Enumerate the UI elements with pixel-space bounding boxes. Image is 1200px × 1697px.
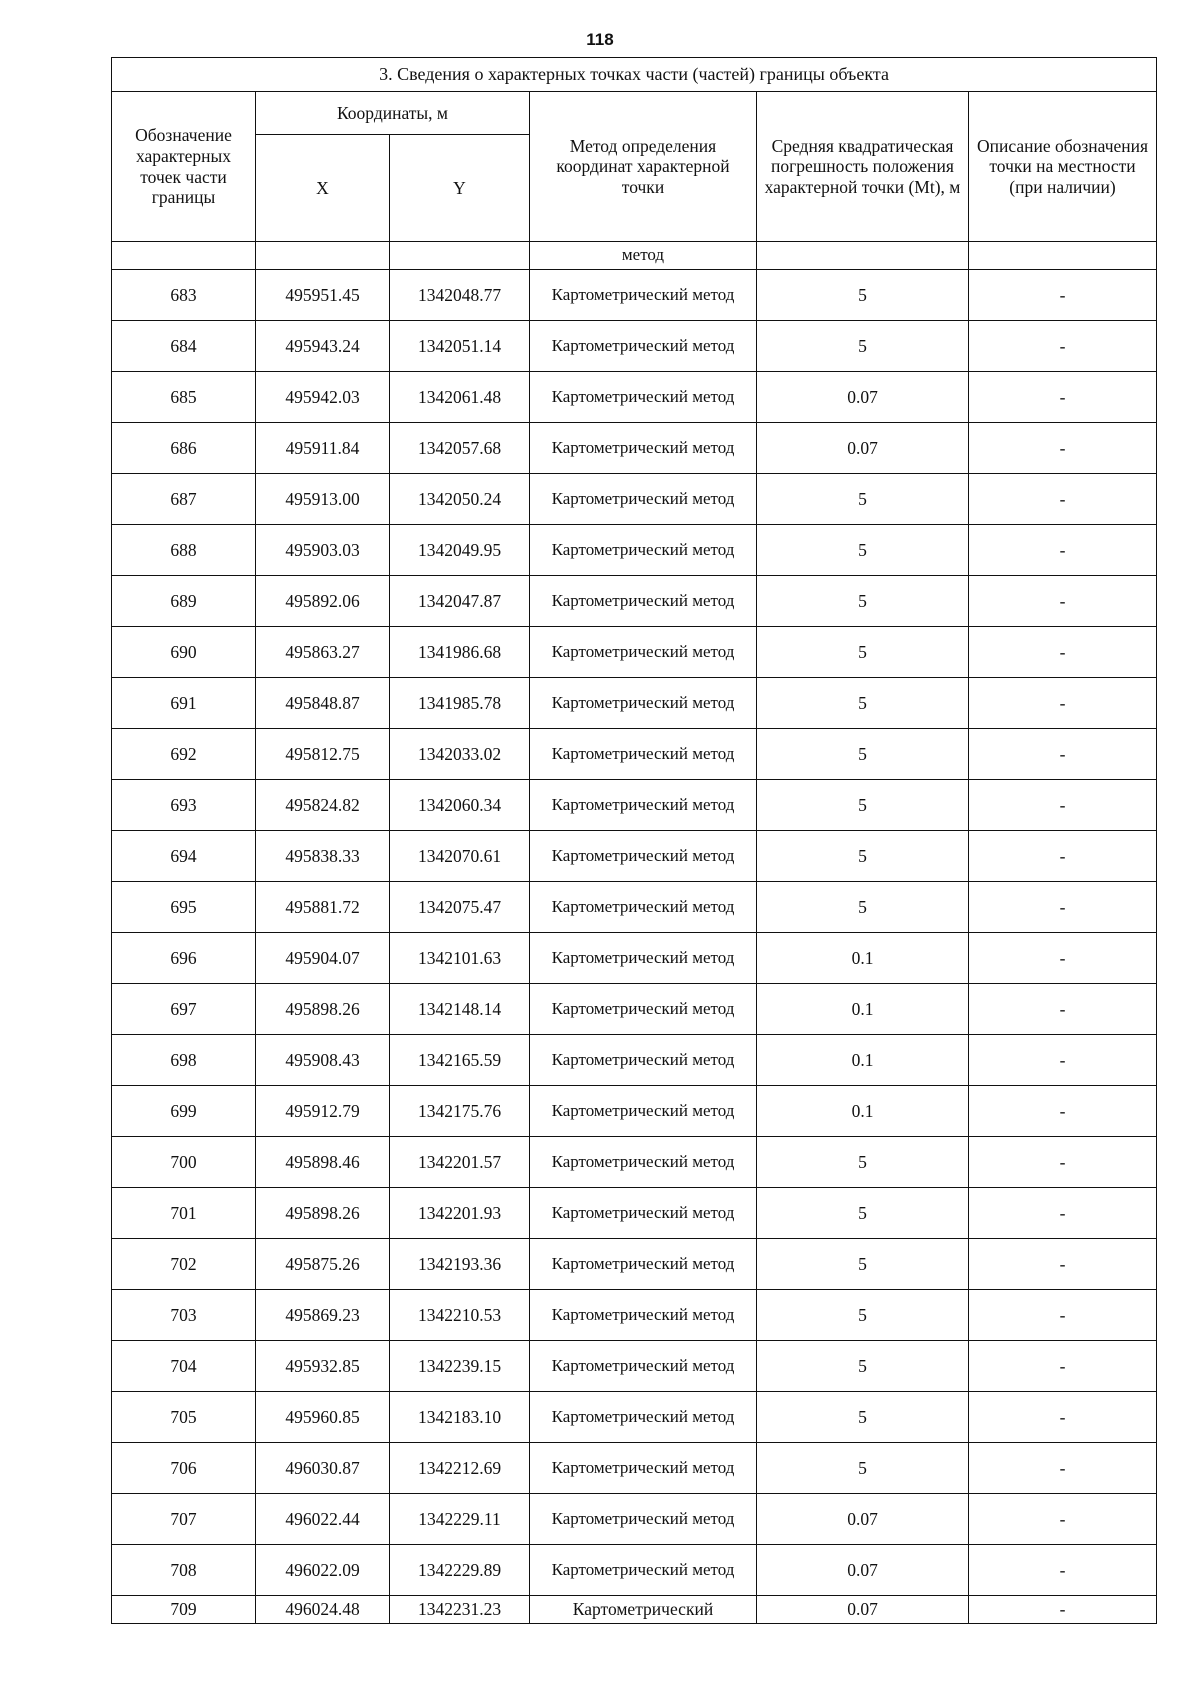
x-coordinate-cell: 495960.85	[256, 1392, 390, 1443]
y-coordinate-cell: 1342175.76	[390, 1086, 530, 1137]
point-id-cell: 695	[112, 882, 256, 933]
error-cell: 0.07	[757, 1596, 969, 1624]
description-cell: -	[969, 270, 1157, 321]
x-coordinate-cell: 495875.26	[256, 1239, 390, 1290]
error-cell: 5	[757, 780, 969, 831]
y-coordinate-cell: 1342210.53	[390, 1290, 530, 1341]
boundary-points-table	[111, 57, 1157, 1624]
x-coordinate-cell: 495903.03	[256, 525, 390, 576]
method-cell: Картометрический метод	[530, 984, 757, 1035]
x-coordinate-cell: 495908.43	[256, 1035, 390, 1086]
header-x: X	[256, 135, 390, 242]
point-id-cell: 685	[112, 372, 256, 423]
y-coordinate-cell: 1342057.68	[390, 423, 530, 474]
description-cell: -	[969, 321, 1157, 372]
method-cell: Картометрический метод	[530, 423, 757, 474]
method-cell: Картометрический метод	[530, 474, 757, 525]
y-coordinate-cell: 1342101.63	[390, 933, 530, 984]
method-cell: Картометрический метод	[530, 780, 757, 831]
y-coordinate-cell: 1342048.77	[390, 270, 530, 321]
table-row	[112, 1545, 1157, 1596]
method-cell: Картометрический метод	[530, 1137, 757, 1188]
point-id-cell: 700	[112, 1137, 256, 1188]
point-id-cell: 701	[112, 1188, 256, 1239]
method-cell: Картометрический метод	[530, 1341, 757, 1392]
description-cell: -	[969, 1545, 1157, 1596]
x-coordinate-cell: 495932.85	[256, 1341, 390, 1392]
method-cell: Картометрический метод	[530, 882, 757, 933]
y-coordinate-cell: 1342049.95	[390, 525, 530, 576]
point-id-cell: 683	[112, 270, 256, 321]
table-row	[112, 1137, 1157, 1188]
carryover-row	[112, 242, 1157, 270]
header-y: Y	[390, 135, 530, 242]
description-cell: -	[969, 576, 1157, 627]
table-row	[112, 270, 1157, 321]
point-id-cell: 690	[112, 627, 256, 678]
carryover-cell	[757, 242, 969, 270]
method-cell: Картометрический метод	[530, 933, 757, 984]
y-coordinate-cell: 1342060.34	[390, 780, 530, 831]
point-id-cell: 694	[112, 831, 256, 882]
x-coordinate-cell: 495898.26	[256, 984, 390, 1035]
x-coordinate-cell: 495943.24	[256, 321, 390, 372]
description-cell: -	[969, 882, 1157, 933]
x-coordinate-cell: 495869.23	[256, 1290, 390, 1341]
y-coordinate-cell: 1342047.87	[390, 576, 530, 627]
y-coordinate-cell: 1342165.59	[390, 1035, 530, 1086]
method-cell: Картометрический	[530, 1596, 757, 1624]
x-coordinate-cell: 495913.00	[256, 474, 390, 525]
y-coordinate-cell: 1341985.78	[390, 678, 530, 729]
x-coordinate-cell: 495848.87	[256, 678, 390, 729]
point-id-cell: 687	[112, 474, 256, 525]
point-id-cell: 709	[112, 1596, 256, 1624]
method-cell: Картометрический метод	[530, 525, 757, 576]
method-cell: Картометрический метод	[530, 576, 757, 627]
error-cell: 5	[757, 678, 969, 729]
error-cell: 5	[757, 1443, 969, 1494]
method-cell: Картометрический метод	[530, 1392, 757, 1443]
x-coordinate-cell: 495812.75	[256, 729, 390, 780]
description-cell: -	[969, 729, 1157, 780]
error-cell: 0.1	[757, 1086, 969, 1137]
x-coordinate-cell: 495911.84	[256, 423, 390, 474]
point-id-cell: 691	[112, 678, 256, 729]
point-id-cell: 696	[112, 933, 256, 984]
error-cell: 5	[757, 882, 969, 933]
x-coordinate-cell: 495881.72	[256, 882, 390, 933]
header-description: Описание обозначения точки на местности (при наличии)	[969, 92, 1157, 242]
table-row	[112, 729, 1157, 780]
point-id-cell: 693	[112, 780, 256, 831]
x-coordinate-cell: 495912.79	[256, 1086, 390, 1137]
table-row-partial	[112, 1596, 1157, 1624]
table-row	[112, 1086, 1157, 1137]
x-coordinate-cell: 496022.09	[256, 1545, 390, 1596]
carryover-method: метод	[530, 242, 757, 270]
x-coordinate-cell: 495863.27	[256, 627, 390, 678]
description-cell: -	[969, 1596, 1157, 1624]
point-id-cell: 707	[112, 1494, 256, 1545]
x-coordinate-cell: 495898.26	[256, 1188, 390, 1239]
error-cell: 5	[757, 831, 969, 882]
error-cell: 5	[757, 729, 969, 780]
description-cell: -	[969, 627, 1157, 678]
y-coordinate-cell: 1342051.14	[390, 321, 530, 372]
point-id-cell: 686	[112, 423, 256, 474]
header-coordinates: Координаты, м	[256, 92, 530, 135]
x-coordinate-cell: 496030.87	[256, 1443, 390, 1494]
point-id-cell: 699	[112, 1086, 256, 1137]
description-cell: -	[969, 1341, 1157, 1392]
x-coordinate-cell: 495898.46	[256, 1137, 390, 1188]
error-cell: 5	[757, 576, 969, 627]
y-coordinate-cell: 1342229.11	[390, 1494, 530, 1545]
error-cell: 5	[757, 270, 969, 321]
table-row	[112, 627, 1157, 678]
table-row	[112, 933, 1157, 984]
x-coordinate-cell: 495892.06	[256, 576, 390, 627]
table-row	[112, 474, 1157, 525]
point-id-cell: 697	[112, 984, 256, 1035]
y-coordinate-cell: 1342231.23	[390, 1596, 530, 1624]
description-cell: -	[969, 1035, 1157, 1086]
error-cell: 0.1	[757, 1035, 969, 1086]
y-coordinate-cell: 1342193.36	[390, 1239, 530, 1290]
table-row	[112, 525, 1157, 576]
error-cell: 0.07	[757, 372, 969, 423]
method-cell: Картометрический метод	[530, 1239, 757, 1290]
x-coordinate-cell: 496024.48	[256, 1596, 390, 1624]
point-id-cell: 702	[112, 1239, 256, 1290]
method-cell: Картометрический метод	[530, 1494, 757, 1545]
table-row	[112, 1392, 1157, 1443]
x-coordinate-cell: 495942.03	[256, 372, 390, 423]
table-title: 3. Сведения о характерных точках части (частей) границы объекта	[112, 58, 1157, 92]
error-cell: 5	[757, 1341, 969, 1392]
error-cell: 5	[757, 1188, 969, 1239]
y-coordinate-cell: 1342201.93	[390, 1188, 530, 1239]
point-id-cell: 708	[112, 1545, 256, 1596]
description-cell: -	[969, 525, 1157, 576]
table-row	[112, 984, 1157, 1035]
error-cell: 0.07	[757, 1494, 969, 1545]
method-cell: Картометрический метод	[530, 1443, 757, 1494]
carryover-cell	[969, 242, 1157, 270]
x-coordinate-cell: 495824.82	[256, 780, 390, 831]
point-id-cell: 688	[112, 525, 256, 576]
error-cell: 0.1	[757, 933, 969, 984]
method-cell: Картометрический метод	[530, 1035, 757, 1086]
method-cell: Картометрический метод	[530, 678, 757, 729]
method-cell: Картометрический метод	[530, 1188, 757, 1239]
description-cell: -	[969, 1239, 1157, 1290]
point-id-cell: 703	[112, 1290, 256, 1341]
method-cell: Картометрический метод	[530, 372, 757, 423]
method-cell: Картометрический метод	[530, 729, 757, 780]
y-coordinate-cell: 1342201.57	[390, 1137, 530, 1188]
error-cell: 5	[757, 627, 969, 678]
x-coordinate-cell: 495951.45	[256, 270, 390, 321]
point-id-cell: 704	[112, 1341, 256, 1392]
description-cell: -	[969, 1443, 1157, 1494]
description-cell: -	[969, 474, 1157, 525]
table-row	[112, 1290, 1157, 1341]
error-cell: 0.07	[757, 423, 969, 474]
point-id-cell: 689	[112, 576, 256, 627]
error-cell: 0.1	[757, 984, 969, 1035]
description-cell: -	[969, 1392, 1157, 1443]
y-coordinate-cell: 1342033.02	[390, 729, 530, 780]
table-row	[112, 372, 1157, 423]
header-designation: Обозначение характерных точек части границы	[112, 92, 256, 242]
y-coordinate-cell: 1342070.61	[390, 831, 530, 882]
header-error: Средняя квадратическая погрешность положения характерной точки (Mt), м	[757, 92, 969, 242]
description-cell: -	[969, 933, 1157, 984]
table-row	[112, 1239, 1157, 1290]
table-row	[112, 780, 1157, 831]
point-id-cell: 684	[112, 321, 256, 372]
table-row	[112, 576, 1157, 627]
description-cell: -	[969, 1137, 1157, 1188]
header-method: Метод определения координат характерной точки	[530, 92, 757, 242]
y-coordinate-cell: 1342212.69	[390, 1443, 530, 1494]
y-coordinate-cell: 1342183.10	[390, 1392, 530, 1443]
method-cell: Картометрический метод	[530, 627, 757, 678]
error-cell: 5	[757, 474, 969, 525]
table-row	[112, 321, 1157, 372]
y-coordinate-cell: 1342239.15	[390, 1341, 530, 1392]
error-cell: 5	[757, 1392, 969, 1443]
y-coordinate-cell: 1342229.89	[390, 1545, 530, 1596]
x-coordinate-cell: 495904.07	[256, 933, 390, 984]
table-row	[112, 1494, 1157, 1545]
y-coordinate-cell: 1341986.68	[390, 627, 530, 678]
description-cell: -	[969, 780, 1157, 831]
page-number: 118	[586, 30, 614, 49]
table-row	[112, 1443, 1157, 1494]
description-cell: -	[969, 1188, 1157, 1239]
method-cell: Картометрический метод	[530, 831, 757, 882]
y-coordinate-cell: 1342061.48	[390, 372, 530, 423]
description-cell: -	[969, 831, 1157, 882]
method-cell: Картометрический метод	[530, 270, 757, 321]
description-cell: -	[969, 984, 1157, 1035]
table-row	[112, 1188, 1157, 1239]
description-cell: -	[969, 1494, 1157, 1545]
error-cell: 0.07	[757, 1545, 969, 1596]
table-row	[112, 1341, 1157, 1392]
y-coordinate-cell: 1342075.47	[390, 882, 530, 933]
method-cell: Картометрический метод	[530, 1086, 757, 1137]
error-cell: 5	[757, 1239, 969, 1290]
table-row	[112, 423, 1157, 474]
point-id-cell: 706	[112, 1443, 256, 1494]
point-id-cell: 705	[112, 1392, 256, 1443]
carryover-cell	[390, 242, 530, 270]
table-row	[112, 678, 1157, 729]
method-cell: Картометрический метод	[530, 321, 757, 372]
point-id-cell: 698	[112, 1035, 256, 1086]
x-coordinate-cell: 496022.44	[256, 1494, 390, 1545]
table-row	[112, 882, 1157, 933]
table-row	[112, 1035, 1157, 1086]
error-cell: 5	[757, 525, 969, 576]
method-cell: Картометрический метод	[530, 1290, 757, 1341]
point-id-cell: 692	[112, 729, 256, 780]
carryover-cell	[112, 242, 256, 270]
description-cell: -	[969, 372, 1157, 423]
description-cell: -	[969, 1086, 1157, 1137]
y-coordinate-cell: 1342050.24	[390, 474, 530, 525]
description-cell: -	[969, 678, 1157, 729]
table-row	[112, 831, 1157, 882]
description-cell: -	[969, 423, 1157, 474]
error-cell: 5	[757, 321, 969, 372]
x-coordinate-cell: 495838.33	[256, 831, 390, 882]
description-cell: -	[969, 1290, 1157, 1341]
error-cell: 5	[757, 1290, 969, 1341]
y-coordinate-cell: 1342148.14	[390, 984, 530, 1035]
error-cell: 5	[757, 1137, 969, 1188]
method-cell: Картометрический метод	[530, 1545, 757, 1596]
carryover-cell	[256, 242, 390, 270]
